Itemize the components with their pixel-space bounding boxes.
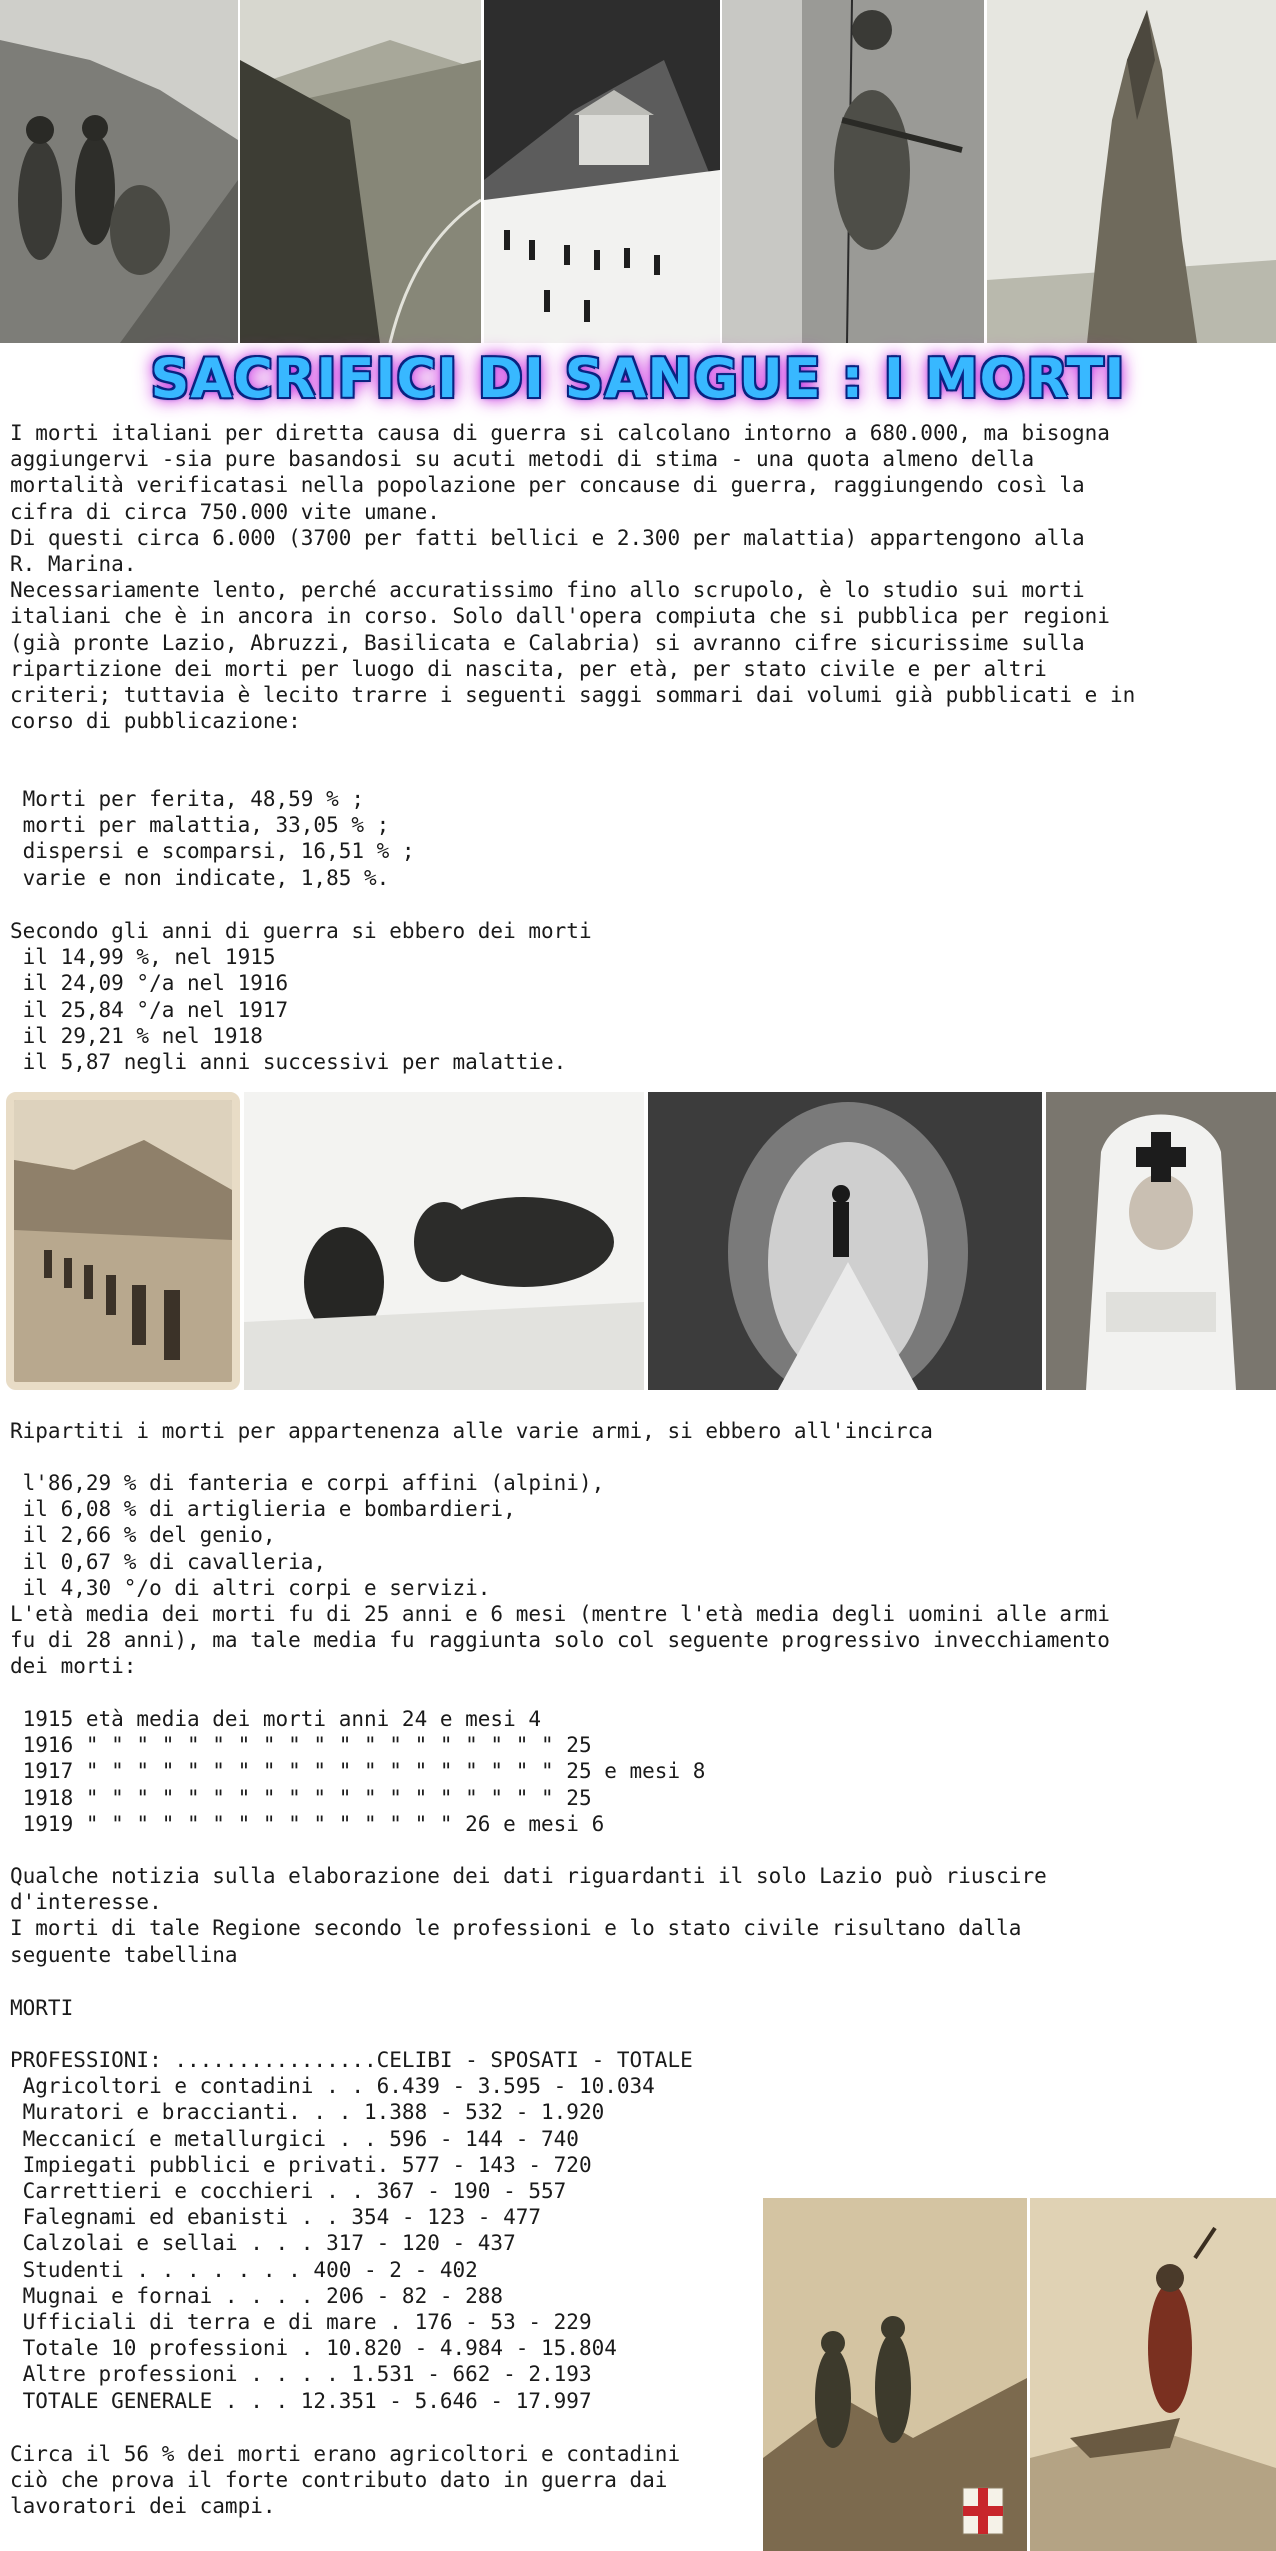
red-cross-nurse-photo: [1046, 1092, 1276, 1390]
alpini-poster-right: [1030, 2198, 1276, 2551]
ice-tunnel-soldier-photo: [648, 1092, 1042, 1390]
lazio-paragraph: Qualche notizia sulla elaborazione dei dati riguardanti il solo Lazio può riuscire d'interesse. I morti di tale Regione secondo le professioni e lo stato civile risultano dalla seguente tabellina: [10, 1864, 1047, 1967]
soldiers-on-rocks-photo: [0, 0, 238, 343]
page-title: SACRIFICI DI SANGUE : I MORTI: [150, 347, 1126, 410]
ages-list: 1915 età media dei morti anni 24 e mesi 4 1916 " " " " " " " " " " " " " " " " " " " 25 1917 " " " " " " " " " " " " " " " " " " " 25 e mesi 8 1918 " " " " " " " " " " " " " " " " " " " 25 1919 " " " " " " " " " " " " " " " 26 e mesi 6: [22, 1707, 706, 1836]
arms-list: l'86,29 % di fanteria e corpi affini (alpini), il 6,08 % di artiglieria e bombardieri, il 2,66 % del genio, il 0,67 % di cavalleria, il 4,30 °/o di altri corpi e servizi. L'età media dei morti fu di 25 anni e 6 mesi (mentre l'età media degli uomini alle armi fu di 28 anni), ma tale media fu raggiunta solo col seguente progressivo invecchiamento dei morti:: [10, 1471, 1110, 1679]
soldier-climbing-rope-photo: [722, 0, 984, 343]
arms-intro: Ripartiti i morti per appartenenza alle varie armi, si ebbero all'incirca: [10, 1419, 933, 1443]
alpini-column-photo: [6, 1092, 240, 1390]
snowy-chapel-photo: [484, 0, 720, 343]
causes-list: Morti per ferita, 48,59 % ; morti per malattia, 33,05 % ; dispersi e scomparsi, 16,51 % ; varie e non indicate, 1,85 %.: [22, 787, 415, 890]
mule-in-snow-photo: [244, 1092, 644, 1390]
years-list: Secondo gli anni di guerra si ebbero dei morti il 14,99 %, nel 1915 il 24,09 °/a nel 1916 il 25,84 °/a nel 1917 il 29,21 % nel 1918 il 5,87 negli anni successivi per malattie.: [10, 919, 592, 1075]
conclusion-paragraph: Circa il 56 % dei morti erano agricoltori e contadini ciò che prova il forte contributo dato in guerra dai lavoratori dei campi.: [10, 2442, 681, 2519]
morti-label: MORTI: [10, 1996, 74, 2020]
mountain-valley-photo: [240, 0, 481, 343]
intro-paragraph: I morti italiani per diretta causa di guerra si calcolano intorno a 680.000, ma bisogna aggiungervi -sia pure basandosi su acuti metodi di stima - una quota almeno della mortalità verificatasi nella popolazione per concause di guerra, raggiungendo così la cifra di circa 750.000 vite umane. Di questi circa 6.000 (3700 per fatti bellici e 2.300 per malattia) appartengono alla R. Marina. Necessariamente lento, perché accuratissimo fino allo scrupolo, è lo studio sui morti italiani che è in ancora in corso. Solo dall'opera compiuta che si pubblica per regioni (già pronte Lazio, Abruzzi, Basilicata e Calabria) si avranno cifre sicurissime sulla ripartizione dei morti per luogo di nascita, per età, per stato civile e per altri criteri; tuttavia è lecito trarre i seguenti saggi sommari dai volumi già pubblicati e in corso di pubblicazione:: [10, 421, 1136, 734]
rock-pinnacle-photo: [987, 0, 1276, 343]
professions-table: PROFESSIONI: ................CELIBI - SPOSATI - TOTALE Agricoltori e contadini . . 6.439 - 3.595 - 10.034 Muratori e braccianti. . . 1.388 - 532 - 1.920 Meccanicí e metallurgici . . 596 - 144 - 740 Impiegati pubblici e privati. 577 - 143 - 720 Carrettieri e cocchieri . . 367 - 190 - 557 Falegnami ed ebanisti . . 354 - 123 - 477 Calzolai e sellai . . . 317 - 120 - 437 Studenti . . . . . . . 400 - 2 - 402 Mugnai e fornai . . . . 206 - 82 - 288 Ufficiali di terra e di mare . 176 - 53 - 229 Totale 10 professioni . 10.820 - 4.984 - 15.804 Altre professioni . . . . 1.531 - 662 - 2.193 TOTALE GENERALE . . . 12.351 - 5.646 - 17.997: [10, 2048, 693, 2413]
alpini-poster-left: [763, 2198, 1027, 2551]
